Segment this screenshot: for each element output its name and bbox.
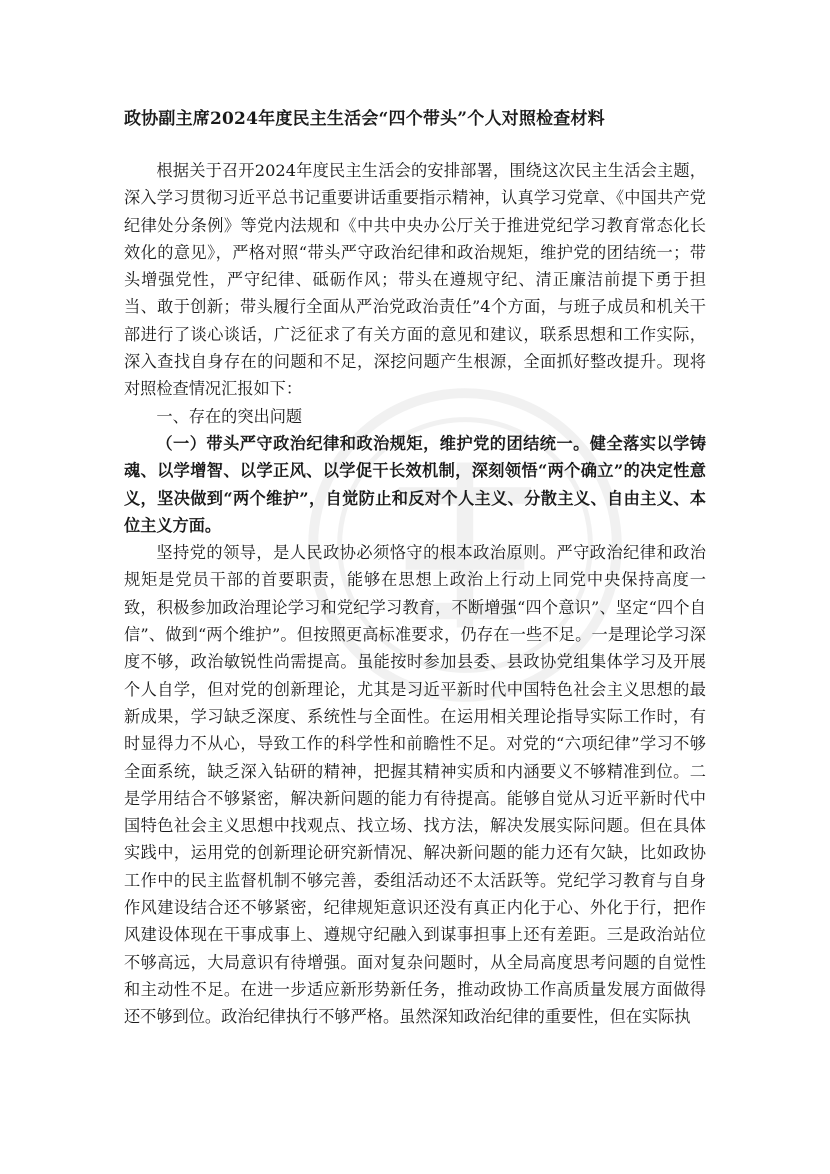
section-heading: 一、存在的突出问题 <box>156 406 303 426</box>
subsection-heading: （一）带头严守政治纪律和政治规矩，维护党的团结统一。健全落实以学铸魂、以学增智、以学正风、以学促干长效机制，深刻领悟“两个确立”的决定性意义，坚决做到“两个维护”，自觉防止和反对个人主义、分散主义、自由主义、本位主义方面。 <box>124 433 706 535</box>
intro-paragraph: 根据关于召开2024年度民主生活会的安排部署，围绕这次民主生活会主题，深入学习贯彻习近平总书记重要讲话重要指示精神，认真学习党章、《中国共产党纪律处分条例》等党内法规和《中共中央办公厅关于推进党纪学习教育常态化长效化的意见》，严格对照“带头严守政治纪律和政治规矩，维护党的团结统一；带头增强党性，严守纪律、砥砺作风；带头在遵规守纪、清正廉洁前提下勇于担当、敢于创新；带头履行全面从严治党政治责任”4个方面，与班子成员和机关干部进行了谈心谈话，广泛征求了有关方面的意见和建议，联系思想和工作实际，深入查找自身存在的问题和不足，深挖问题产生根源，全面抓好整改提升。现将对照检查情况汇报如下： <box>124 161 706 399</box>
document-title: 政协副主席2024年度民主生活会“四个带头”个人对照检查材料 <box>124 109 605 129</box>
body-paragraph: 坚持党的领导，是人民政协必须恪守的根本政治原则。严守政治纪律和政治规矩是党员干部的首要职责，能够在思想上政治上行动上同党中央保持高度一致，积极参加政治理论学习和党纪学习教育，不断增强“四个意识”、坚定“四个自信”、做到“两个维护”。但按照更高标准要求，仍存在一些不足。一是理论学习深度不够，政治敏锐性尚需提高。虽能按时参加县委、县政协党组集体学习及开展个人自学，但对党的创新理论，尤其是习近平新时代中国特色社会主义思想的最新成果，学习缺乏深度、系统性与全面性。在运用相关理论指导实际工作时，有时显得力不从心，导致工作的科学性和前瞻性不足。对党的“六项纪律”学习不够全面系统，缺乏深入钻研的精神，把握其精神实质和内涵要义不够精准到位。二是学用结合不够紧密，解决新问题的能力有待提高。能够自觉从习近平新时代中国特色社会主义思想中找观点、找立场、找方法，解决发展实际问题。但在具体实践中，运用党的创新理论研究新情况、解决新问题的能力还有欠缺，比如政协工作中的民主监督机制不够完善，委组活动还不太活跃等。党纪学习教育与自身作风建设结合还不够紧密，纪律规矩意识还没有真正内化于心、外化于行，把作风建设体现在干事成事上、遵规守纪融入到谋事担事上还有差距。三是政治站位不够高远，大局意识有待增强。面对复杂问题时，从全局高度思考问题的自觉性和主动性不足。在进一步适应新形势新任务，推动政协工作高质量发展方面做得还不够到位。政治纪律执行不够严格。虽然深知政治纪律的重要性，但在实际执 <box>124 543 706 1027</box>
document-body <box>124 157 706 1031</box>
